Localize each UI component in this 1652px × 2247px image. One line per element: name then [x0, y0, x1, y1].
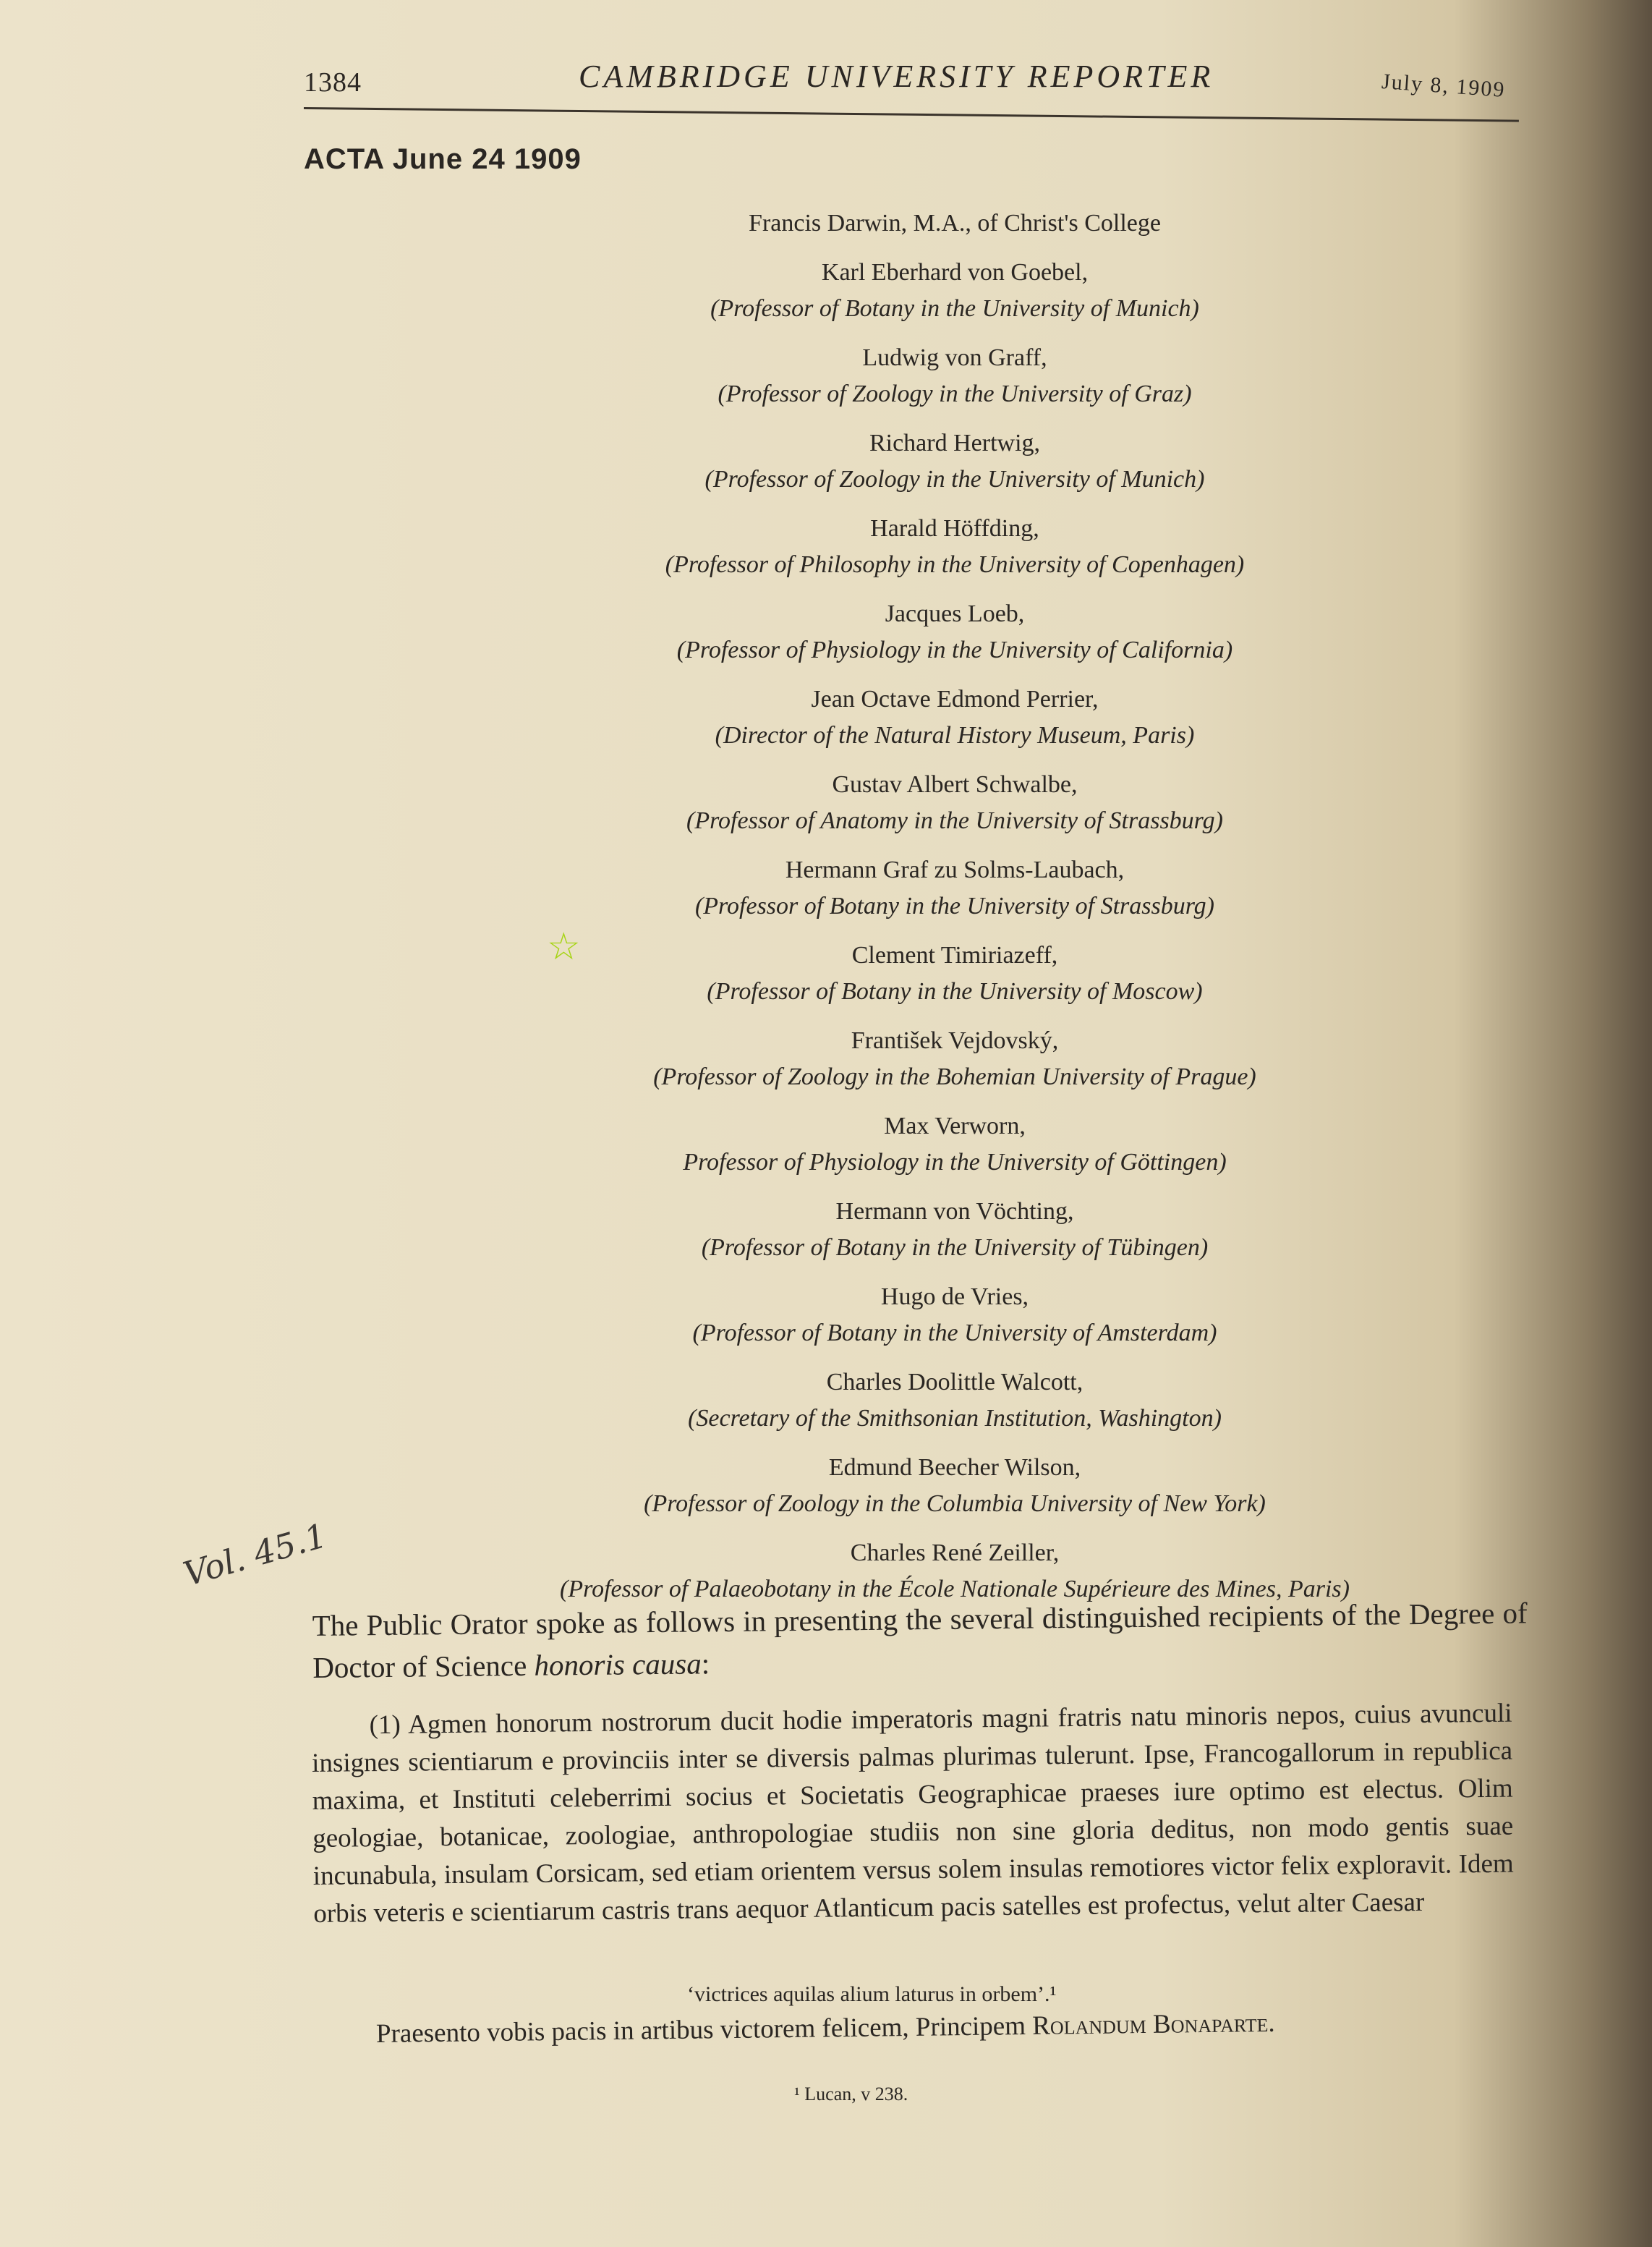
handwritten-margin-note: Vol. 45.1 — [179, 1516, 331, 1594]
honorand-name: Karl Eberhard von Goebel, — [821, 259, 1089, 286]
honorand-name: Max Verworn, — [884, 1113, 1026, 1139]
honorand-title: (Professor of Zoology in the Bohemian University of Prague) — [653, 1063, 1256, 1090]
honorand-title: (Professor of Botany in the University of Munich) — [710, 295, 1199, 322]
honorand-title: (Professor of Physiology in the University of California) — [676, 637, 1233, 663]
header-rule — [304, 107, 1519, 122]
running-header — [304, 58, 1519, 123]
honorand-entry — [506, 1023, 1403, 1095]
honorand-title: (Professor of Zoology in the University of Munich) — [704, 466, 1205, 493]
honorand-entry — [506, 255, 1403, 327]
honorand-entry — [506, 511, 1403, 583]
issue-date: July 8, 1909 — [1381, 69, 1507, 102]
honorand-title: (Professor of Philosophy in the University of Copenhagen) — [665, 551, 1245, 578]
honorand-name: Hugo de Vries, — [880, 1283, 1029, 1310]
honorand-title: (Professor of Zoology in the Columbia University of New York) — [644, 1490, 1266, 1517]
honorand-entry — [506, 596, 1403, 668]
honorand-name: Harald Höffding, — [870, 515, 1039, 542]
presentation-text: Praesento vobis pacis in artibus victorem felicem, Principem — [375, 2010, 1033, 2049]
acta-heading: ACTA June 24 1909 — [304, 143, 582, 175]
honorand-name: Hermann von Vöchting, — [835, 1198, 1074, 1225]
honorand-name: Jacques Loeb, — [885, 600, 1025, 627]
honorand-entry — [506, 1364, 1403, 1437]
honorand-entry — [506, 1194, 1403, 1266]
honorand-name: Jean Octave Edmond Perrier, — [811, 686, 1099, 713]
honorands-list — [506, 205, 1403, 1621]
honorand-title: Professor of Physiology in the University of Göttingen) — [683, 1149, 1227, 1176]
honorand-title: (Professor of Zoology in the University of Graz) — [718, 381, 1192, 407]
honorand-entry — [506, 340, 1403, 412]
page-number: 1384 — [304, 67, 362, 98]
star-icon: ☆ — [547, 927, 581, 968]
honorand-title: (Professor of Botany in the University of Tübingen) — [701, 1234, 1209, 1261]
honorand-entry — [506, 1450, 1403, 1522]
honorand-entry — [506, 1108, 1403, 1181]
honorand-name: Hermann Graf zu Solms-Laubach, — [785, 857, 1125, 883]
presentation-name: Rolandum Bonaparte. — [1031, 2008, 1275, 2041]
footnote: ¹ Lucan, v 238. — [794, 2084, 908, 2104]
honorand-name: Gustav Albert Schwalbe, — [832, 771, 1078, 798]
orator-intro-colon: : — [701, 1647, 710, 1681]
honorand-title: (Secretary of the Smithsonian Institution, Washington) — [688, 1405, 1222, 1432]
honorand-name: Richard Hertwig, — [869, 430, 1041, 456]
honorand-entry — [506, 1279, 1403, 1351]
orator-intro-emphasis: honoris causa — [534, 1647, 702, 1682]
honorand-entry — [506, 767, 1403, 839]
honorand-entry — [506, 852, 1403, 925]
honorand-entry — [506, 425, 1403, 498]
honorand-name: Ludwig von Graff, — [862, 344, 1047, 371]
honorand-name: Clement Timiriazeff, — [851, 942, 1058, 969]
honorand-title: (Professor of Botany in the University of Amsterdam) — [692, 1320, 1217, 1346]
honorand-name: František Vejdovský, — [851, 1027, 1059, 1054]
honorand-title: (Professor of Anatomy in the University of Strassburg) — [686, 807, 1223, 834]
quotation: ‘victrices aquilas alium laturus in orbem’.¹ — [687, 1982, 1057, 2006]
honorand-name: Edmund Beecher Wilson, — [828, 1454, 1081, 1481]
orator-intro-text: The Public Orator spoke as follows in presenting the several distinguished recipients of the Degree of Doctor of Science — [312, 1596, 1528, 1684]
honorand-title: (Professor of Botany in the University of Strassburg) — [694, 893, 1215, 919]
honorand-entry — [506, 938, 1403, 1010]
honorand-entry — [506, 681, 1403, 754]
honorand-name: Francis Darwin, M.A., of Christ's College — [749, 210, 1161, 237]
orator-intro — [312, 1592, 1528, 1689]
honorand-title: (Director of the Natural History Museum, Paris) — [715, 722, 1195, 749]
honorand-entry — [506, 205, 1403, 242]
oration-paragraph: (1) Agmen honorum nostrorum ducit hodie imperatoris magni fratris natu minoris nepos, cuius avunculi insignes scientiarum e provinciis inter se diversis palmas plurimas tulerunt. Ipse, Francogallorum in republica maxima, et Instituti celeberrimi socius et Societatis Geographicae praeses iure optimo est electus. Olim geologiae, botanicae, zoologiae, anthropologiae studiis non sine gloria deditus, non modo gentis suae incunabula, insulam Corsicam, sed etiam orientem versus solem insulas remotiores victor felix exploravit. Idem orbis veteris e scientiarum castris trans aequor Atlanticum pacis satelles est profectus, velut alter Caesar — [311, 1698, 1514, 1929]
honorand-name: Charles René Zeiller, — [850, 1539, 1060, 1566]
journal-title: CAMBRIDGE UNIVERSITY REPORTER — [579, 59, 1214, 94]
honorand-title: (Professor of Palaeobotany in the École Nationale Supérieure des Mines, Paris) — [560, 1576, 1350, 1602]
honorand-title: (Professor of Botany in the University of Moscow) — [707, 978, 1203, 1005]
honorand-name: Charles Doolittle Walcott, — [826, 1369, 1083, 1396]
